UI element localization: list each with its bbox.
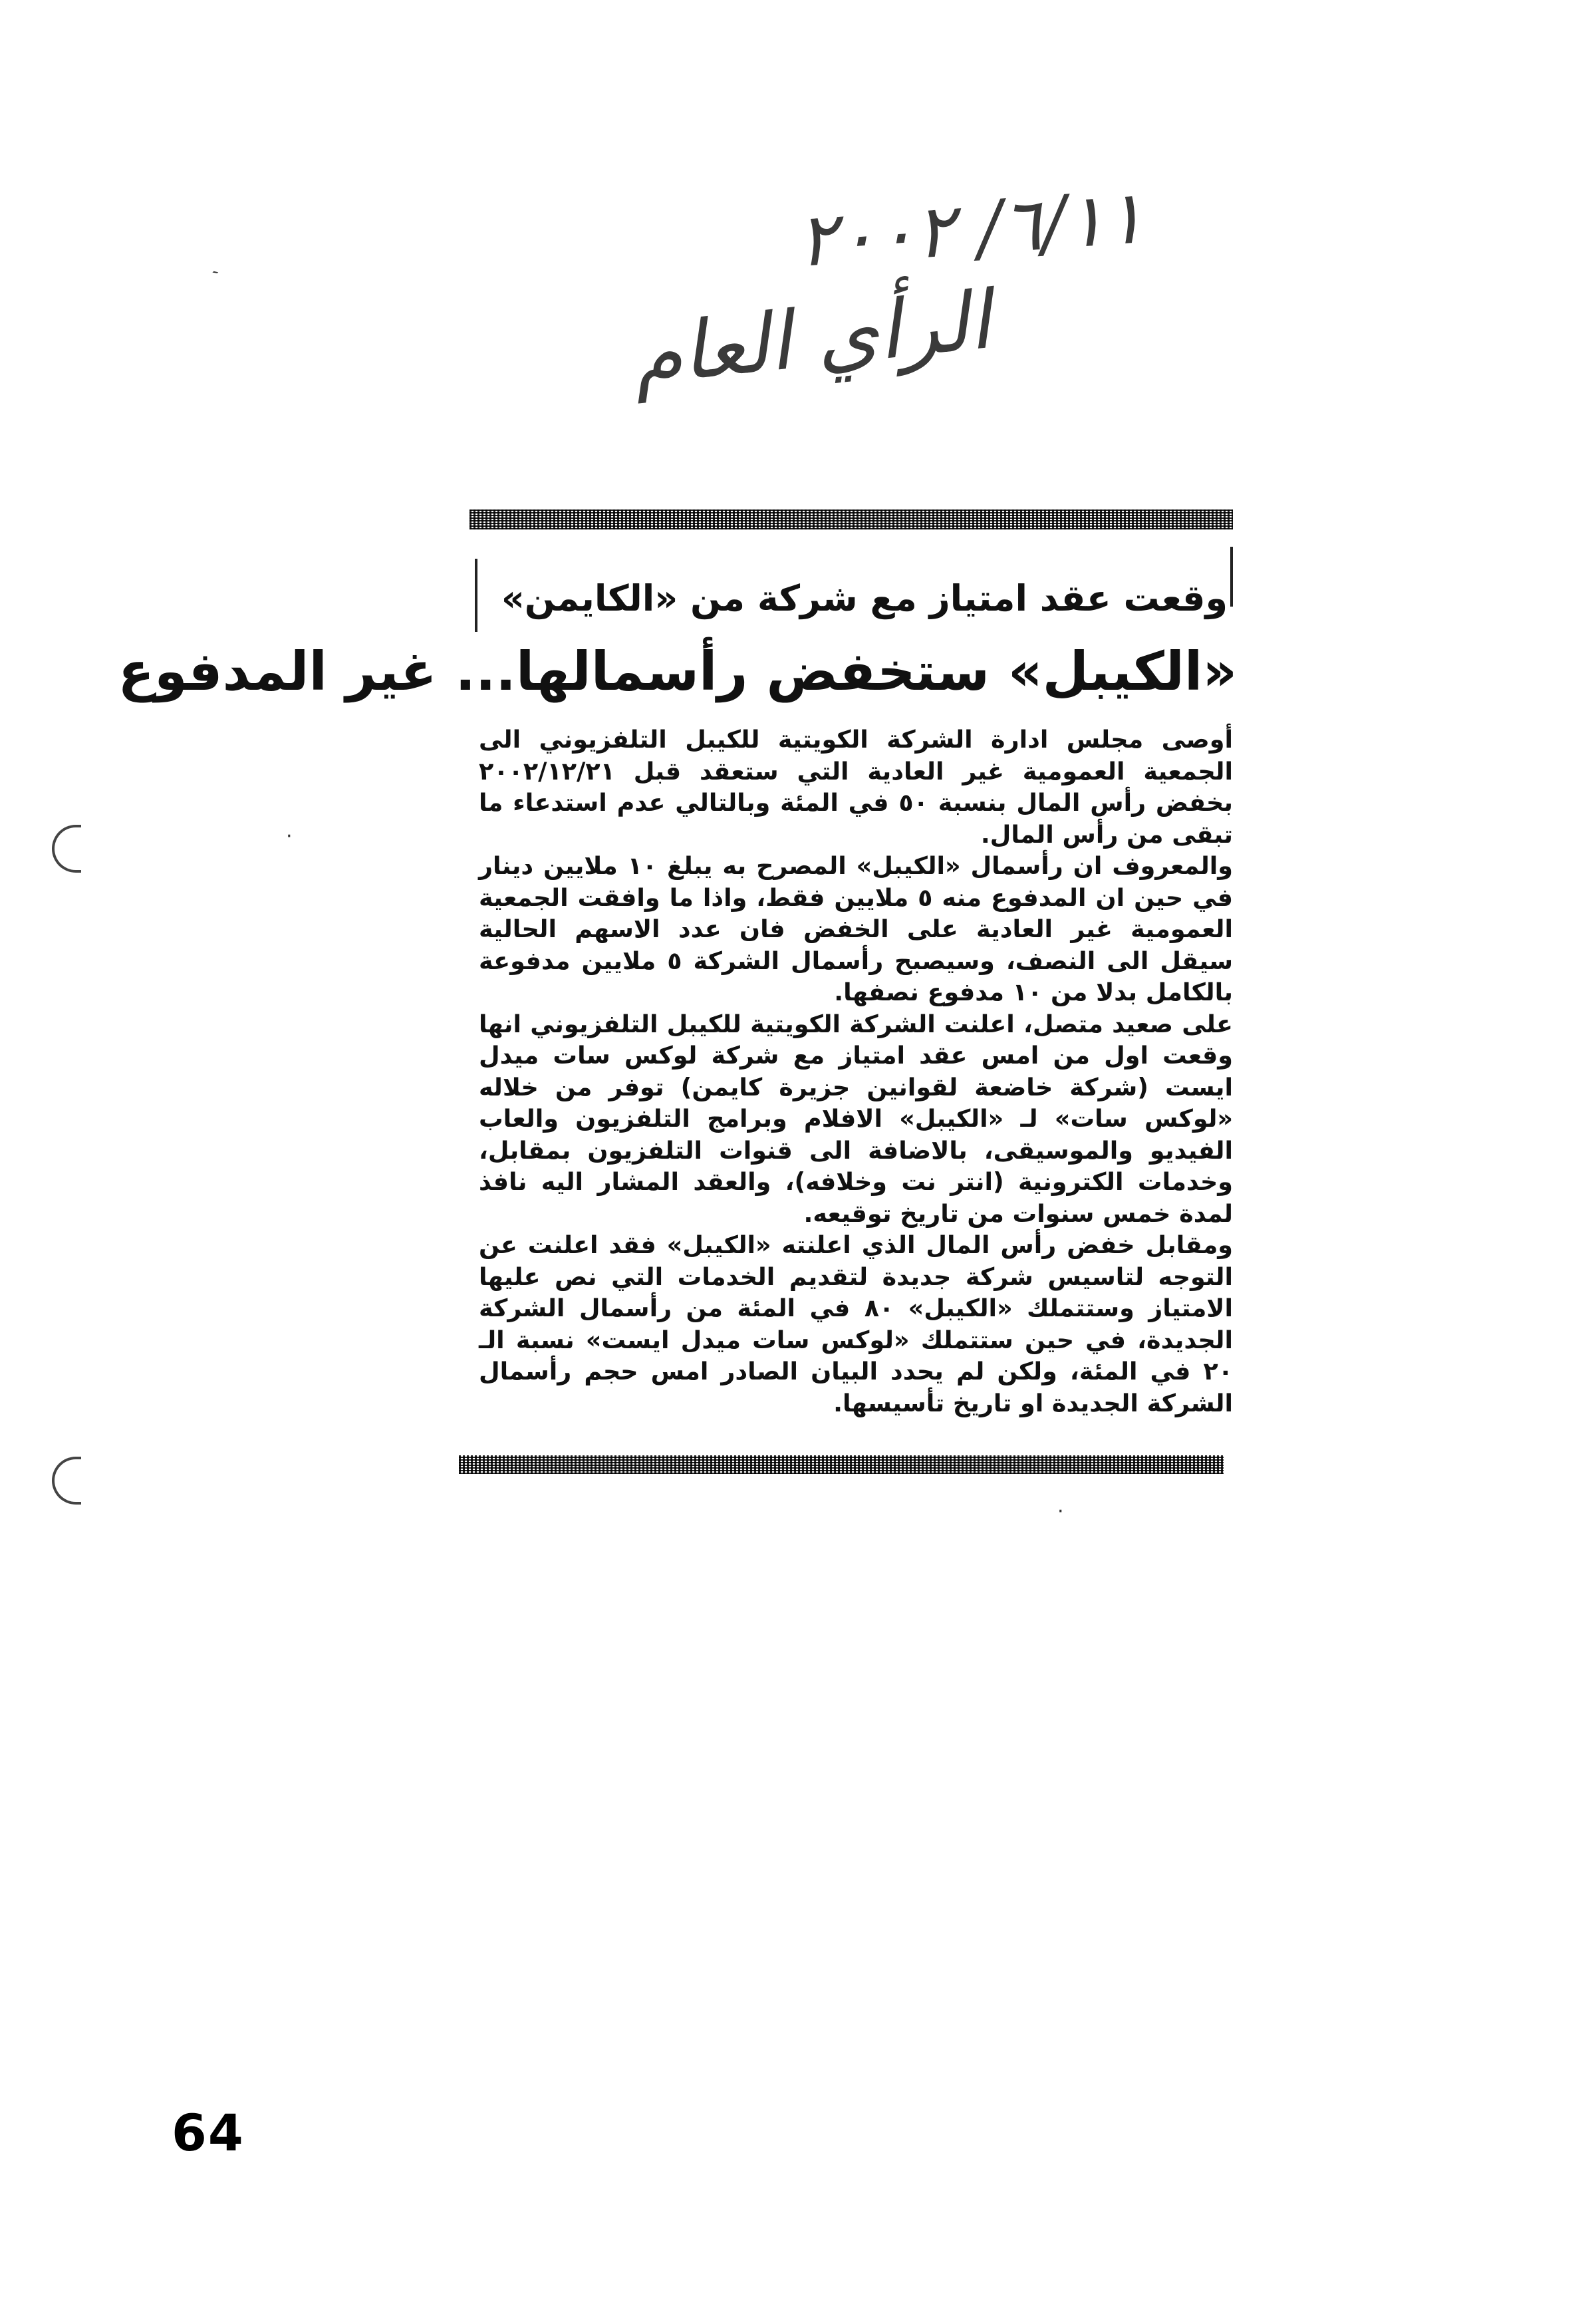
article-paragraph: أوصى مجلس ادارة الشركة الكويتية للكيبل التلفزيوني الى الجمعية العمومية غير العادية التي ستعقد قبل ٢٠٠٢/١٢/٢١ بخفض رأس المال بنسبة ٥٠ في المئة وبالتالي عدم استدعاء ما تبقى من رأس المال. <box>479 725 1234 849</box>
article-paragraph: ومقابل خفض رأس المال الذي اعلنته «الكيبل» فقد اعلنت عن التوجه لتاسيس شركة جديدة لتقديم الخدمات التي نص عليها الامتياز وستتملك «الكيبل» ٨٠ في المئة من رأسمال الشركة الجديدة، في حين ستتملك «لوكس سات ميدل ايست» نسبة الـ ٢٠ في المئة، ولكن لم يحدد البيان الصادر امس حجم رأسمال الشركة الجديدة او تاريخ تأسيسها. <box>479 1231 1233 1417</box>
article-headline: «الكيبل» ستخفض رأسمالها... غير المدفوع <box>118 641 1237 702</box>
top-halftone-rule <box>469 509 1233 529</box>
handwritten-source: الرأي العام <box>628 274 995 404</box>
punch-hole-top <box>52 825 81 873</box>
left-border-mark <box>475 559 477 632</box>
handwritten-date: ٦/١١/ ٢٠٠٢ <box>794 174 1148 284</box>
newspaper-clipping <box>118 504 1237 1515</box>
stray-pen-mark: ` <box>209 265 233 290</box>
article-body <box>479 724 1233 1419</box>
article-paragraph: والمعروف ان رأسمال «الكيبل» المصرح به يبلغ ١٠ ملايين دينار في حين ان المدفوع منه ٥ ملايين فقط، واذا ما وافقت الجمعية العمومية غير العادية على الخفض فان عدد الاسهم الحالية سيقل الى النصف، وسيصبح رأسمال الشركة ٥ ملايين مدفوعة بالكامل بدلا من ١٠ مدفوع نصفها. <box>479 851 1234 1006</box>
article-kicker: وقعت عقد امتياز مع شركة من «الكايمن» <box>501 577 1228 619</box>
bottom-halftone-rule <box>459 1455 1224 1474</box>
stray-dot-mark: · <box>286 825 293 848</box>
punch-hole-bottom <box>52 1457 81 1505</box>
stray-dot-mark: · <box>1057 1500 1064 1523</box>
article-paragraph: على صعيد متصل، اعلنت الشركة الكويتية للكيبل التلفزيوني انها وقعت اول من امس عقد امتياز مع شركة لوكس سات ميدل ايست (شركة خاضعة لقوانين جزيرة كايمن) توفر من خلاله «لوكس سات» لـ «الكيبل» الافلام وبرامج التلفزيون والعاب الفيديو والموسيقى، بالاضافة الى قنوات التلفزيون بمقابل، وخدمات الكترونية (انتر نت وخلافه)، والعقد المشار اليه نافذ لمدة خمس سنوات من تاريخ توقيعه. <box>479 1009 1233 1228</box>
page-number: 64 <box>172 2103 245 2162</box>
